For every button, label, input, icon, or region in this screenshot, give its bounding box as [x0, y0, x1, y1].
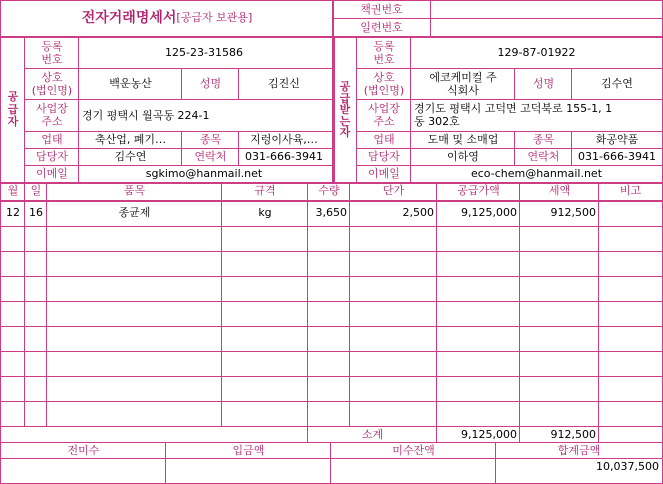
col-header-day: 일 — [30, 184, 42, 198]
receiver-side-label: 공 급 받 는 자 — [339, 80, 351, 140]
grid-line — [307, 426, 308, 443]
receiver-contact-person: 이하영 — [447, 150, 479, 164]
receiver-phone: 031-666-3941 — [578, 150, 656, 164]
col-header-item: 품목 — [123, 184, 146, 198]
grid-line — [330, 442, 331, 484]
book-number-value — [430, 1, 662, 19]
book-number-label: 책권번호 — [360, 2, 403, 16]
grid-line — [349, 182, 350, 426]
row-unit-price: 2,500 — [402, 206, 434, 220]
grid-line — [24, 148, 333, 149]
prev-balance-value — [1, 459, 166, 475]
grid-line — [0, 251, 663, 252]
subtotal-supply-amount: 9,125,000 — [461, 427, 517, 441]
grid-line — [356, 131, 663, 132]
supplier-company: 백운농산 — [109, 77, 152, 91]
supplier-business-type-label: 업태 — [41, 133, 63, 147]
supplier-email-label: 이메일 — [36, 166, 68, 180]
receiver-category-label: 종목 — [532, 133, 555, 147]
col-header-qty: 수량 — [318, 184, 340, 198]
table-row — [1, 201, 662, 226]
grid-line — [332, 37, 335, 182]
supplier-address-label: 사업장 주소 — [36, 102, 68, 128]
supplier-business-type: 축산업, 폐기… — [94, 133, 167, 147]
grid-line — [0, 326, 663, 327]
grid-line — [0, 226, 663, 227]
row-month: 12 — [6, 206, 20, 220]
grid-line — [24, 99, 333, 100]
received-amount-value — [166, 459, 331, 475]
grid-line — [24, 37, 25, 182]
col-header-month: 월 — [7, 184, 19, 198]
grid-line — [332, 18, 663, 19]
grid-line — [356, 148, 663, 149]
grid-line — [181, 68, 182, 100]
supplier-category: 지렁이사육,… — [250, 133, 318, 147]
grid-line — [0, 442, 663, 443]
grid-line — [165, 442, 166, 484]
grid-line — [571, 68, 572, 100]
serial-number-label: 일련번호 — [360, 20, 403, 34]
grid-line — [0, 458, 663, 459]
receiver-address: 경기도 평택시 고덕면 고덕북로 155-1, 1 동 302호 — [414, 102, 613, 128]
supplier-category-label: 종목 — [199, 133, 222, 147]
grid-line — [0, 301, 663, 302]
grid-line — [0, 401, 663, 402]
receiver-contact-person-label: 담당자 — [368, 150, 400, 164]
receiver-phone-label: 연락처 — [527, 150, 560, 164]
grid-line — [0, 0, 1, 484]
supplier-side-label: 공 급 자 — [7, 90, 19, 129]
grid-line — [238, 68, 239, 100]
row-note — [599, 201, 662, 226]
grid-line — [356, 99, 663, 100]
grid-line — [0, 351, 663, 352]
receiver-company: 에코케미컬 주 식회사 — [429, 70, 497, 97]
grid-line — [24, 182, 25, 426]
receiver-email: eco-chem@hanmail.net — [470, 166, 603, 180]
grid-line — [598, 426, 599, 443]
supplier-reg-no: 125-23-31586 — [165, 46, 243, 60]
supplier-name-label: 성명 — [199, 77, 222, 91]
receiver-name: 김수연 — [601, 77, 633, 91]
grid-line — [0, 426, 663, 427]
row-qty: 3,650 — [315, 206, 347, 220]
grid-line — [24, 131, 333, 132]
receiver-name-label: 성명 — [532, 77, 555, 91]
grid-line — [514, 68, 515, 100]
grid-line — [0, 200, 663, 202]
receiver-company-label: 상호 (법인명) — [363, 70, 405, 97]
supplier-phone: 031-666-3941 — [245, 150, 323, 164]
col-header-unit-price: 단가 — [382, 184, 405, 198]
supplier-contact-person: 김수연 — [114, 150, 147, 164]
receiver-email-label: 이메일 — [368, 166, 400, 180]
receiver-category: 화공약품 — [595, 133, 639, 147]
grid-line — [495, 442, 496, 484]
grid-line — [356, 68, 663, 69]
grid-line — [356, 37, 357, 182]
grid-line — [0, 376, 663, 377]
grid-line — [0, 182, 663, 184]
unpaid-balance-value — [331, 459, 496, 475]
row-day: 16 — [29, 206, 43, 220]
supplier-reg-no-label: 등록 번호 — [41, 39, 63, 66]
document-title — [1, 1, 333, 36]
subtotal-label: 소계 — [361, 427, 384, 441]
row-spec: kg — [258, 206, 272, 220]
grid-line — [356, 165, 663, 166]
title-text: 전자거래명세서 — [81, 10, 177, 27]
receiver-business-type: 도매 및 소매업 — [427, 133, 499, 147]
grid-line — [436, 426, 437, 443]
supplier-phone-label: 연락처 — [194, 150, 227, 164]
grid-line — [0, 276, 663, 277]
supplier-address: 경기 평택시 월곡동 224-1 — [82, 108, 210, 122]
prev-balance-label: 전미수 — [67, 443, 100, 457]
grid-line — [46, 182, 47, 426]
receiver-reg-no: 129-87-01922 — [497, 46, 576, 60]
grid-line — [436, 182, 437, 426]
receiver-address-label: 사업장 주소 — [368, 102, 400, 128]
row-supply-amount: 9,125,000 — [461, 206, 517, 220]
title-subtitle: [공급자 보관용] — [176, 11, 253, 25]
received-amount-label: 입금액 — [232, 443, 265, 457]
grid-line — [519, 182, 520, 426]
grid-line — [221, 182, 222, 426]
grid-line — [78, 37, 79, 182]
supplier-contact-person-label: 담당자 — [36, 150, 68, 164]
row-tax: 912,500 — [550, 206, 596, 220]
unpaid-balance-label: 미수잔액 — [392, 443, 435, 457]
receiver-business-type-label: 업태 — [373, 133, 395, 147]
col-header-spec: 규격 — [254, 184, 276, 198]
grid-line — [410, 37, 411, 182]
grid-line — [24, 68, 333, 69]
serial-number-value — [430, 19, 662, 37]
grid-line — [307, 182, 308, 426]
receiver-reg-no-label: 등록 번호 — [373, 39, 395, 66]
subtotal-tax: 912,500 — [550, 427, 596, 441]
grand-total-value: 10,037,500 — [596, 459, 659, 473]
grid-line — [519, 426, 520, 443]
col-header-note: 비고 — [619, 184, 642, 198]
supplier-name: 김진신 — [268, 77, 300, 91]
col-header-supply-amount: 공급가액 — [457, 184, 500, 198]
grid-line — [24, 165, 333, 166]
supplier-email: sgkimo@hanmail.net — [145, 166, 263, 180]
col-header-tax: 세액 — [548, 184, 571, 198]
grid-line — [598, 182, 599, 426]
grand-total-label: 합계금액 — [557, 443, 601, 457]
supplier-company-label: 상호 (법인명) — [31, 70, 73, 97]
row-item: 종균제 — [118, 206, 151, 220]
